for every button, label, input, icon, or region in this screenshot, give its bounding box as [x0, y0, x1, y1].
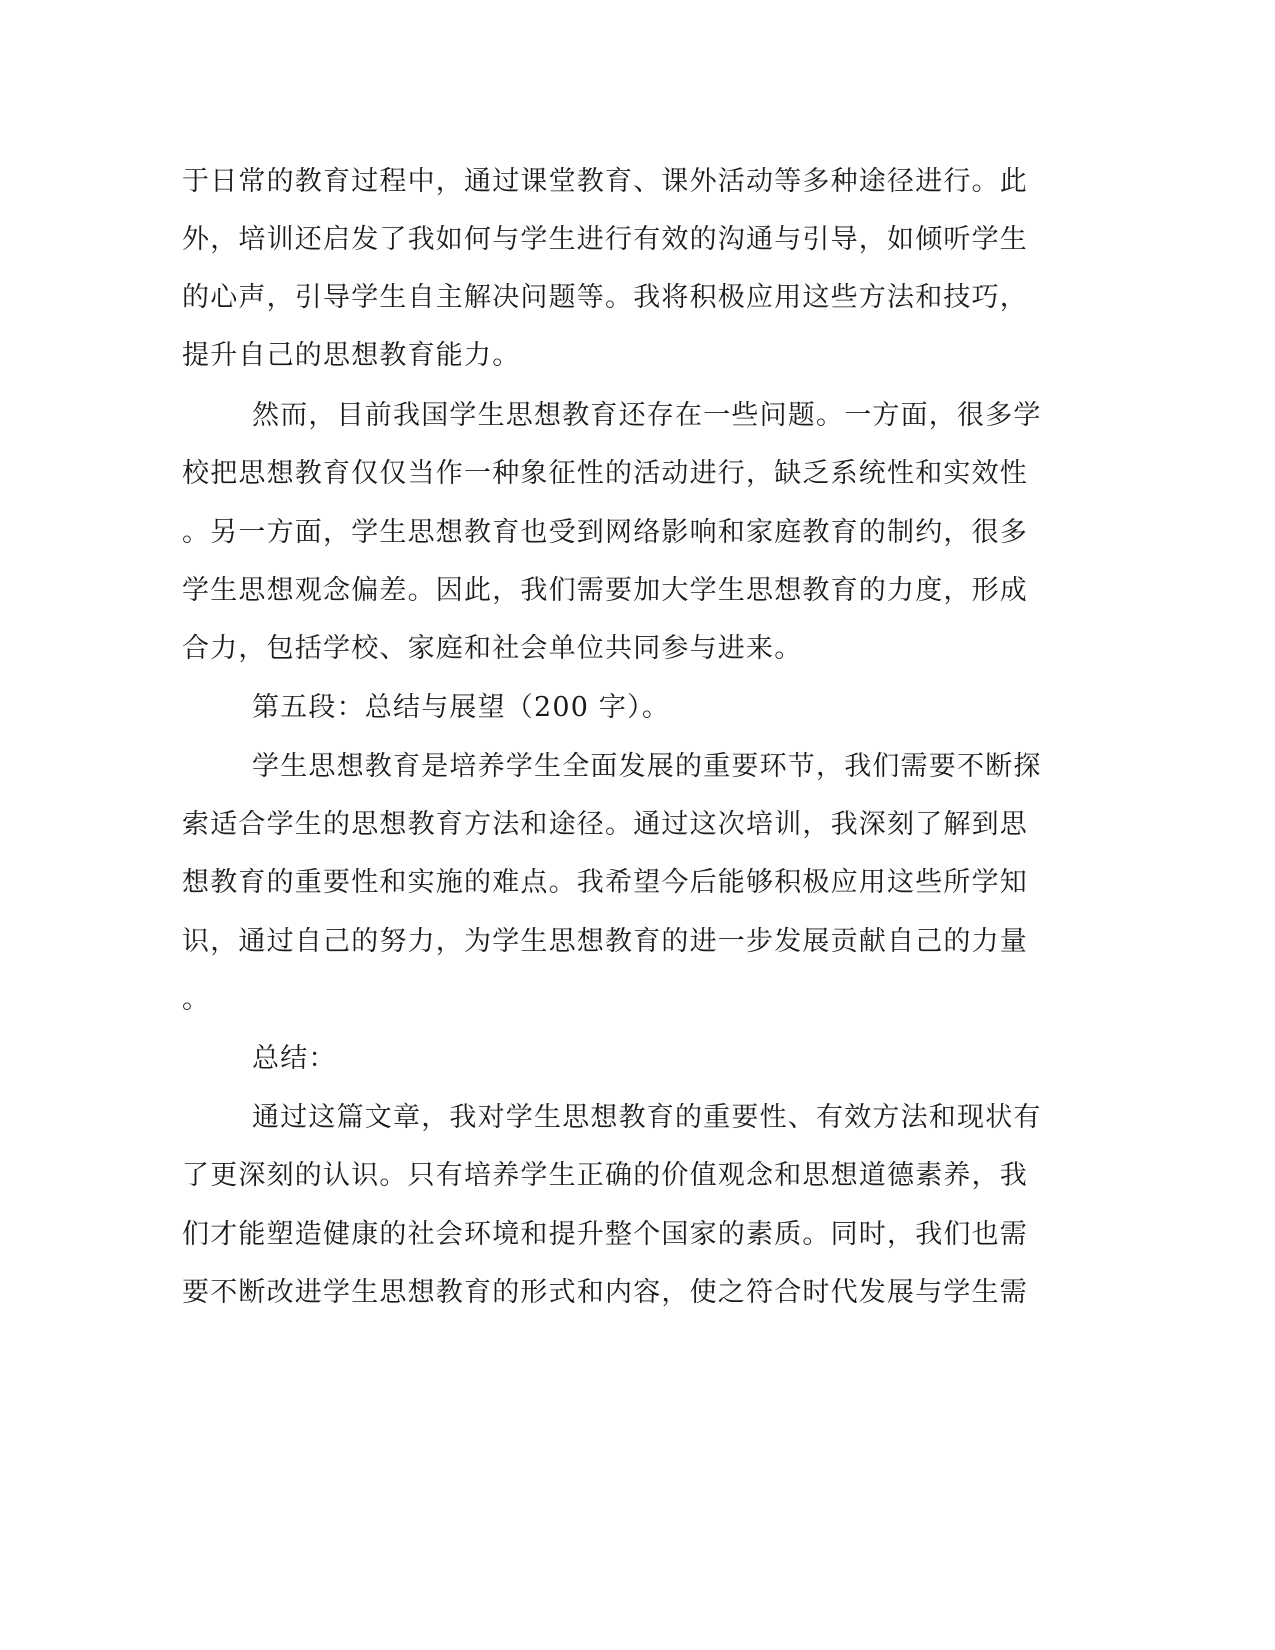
section-heading: 第五段：总结与展望（200 字）。: [252, 692, 671, 723]
text-line: 然而，目前我国学生思想教育还存在一些问题。一方面，很多学: [252, 400, 1042, 431]
text-line: 外，培训还启发了我如何与学生进行有效的沟通与引导，如倾听学生: [182, 224, 1028, 255]
text-line: 。另一方面，学生思想教育也受到网络影响和家庭教育的制约，很多: [182, 517, 1028, 548]
text-line: 提升自己的思想教育能力。: [182, 340, 521, 371]
text-line: 了更深刻的认识。只有培养学生正确的价值观念和思想道德素养，我: [182, 1160, 1028, 1191]
text-line: 们才能塑造健康的社会环境和提升整个国家的素质。同时，我们也需: [182, 1219, 1028, 1250]
text-line: 于日常的教育过程中，通过课堂教育、课外活动等多种途径进行。此: [182, 166, 1028, 197]
text-line: 要不断改进学生思想教育的形式和内容，使之符合时代发展与学生需: [182, 1277, 1028, 1308]
summary-heading: 总结：: [252, 1043, 337, 1074]
text-line: 学生思想教育是培养学生全面发展的重要环节，我们需要不断探: [252, 751, 1042, 782]
text-line: 校把思想教育仅仅当作一种象征性的活动进行，缺乏系统性和实效性: [182, 458, 1028, 489]
text-line: 合力，包括学校、家庭和社会单位共同参与进来。: [182, 633, 803, 664]
text-line: 索适合学生的思想教育方法和途径。通过这次培训，我深刻了解到思: [182, 809, 1028, 840]
text-line: 学生思想观念偏差。因此，我们需要加大学生思想教育的力度，形成: [182, 575, 1028, 606]
text-line: 通过这篇文章，我对学生思想教育的重要性、有效方法和现状有: [252, 1102, 1042, 1133]
text-line: 。: [182, 984, 211, 1015]
text-line: 想教育的重要性和实施的难点。我希望今后能够积极应用这些所学知: [182, 867, 1028, 898]
text-line: 识，通过自己的努力，为学生思想教育的进一步发展贡献自己的力量: [182, 926, 1028, 957]
text-line: 的心声，引导学生自主解决问题等。我将积极应用这些方法和技巧，: [182, 282, 1028, 313]
